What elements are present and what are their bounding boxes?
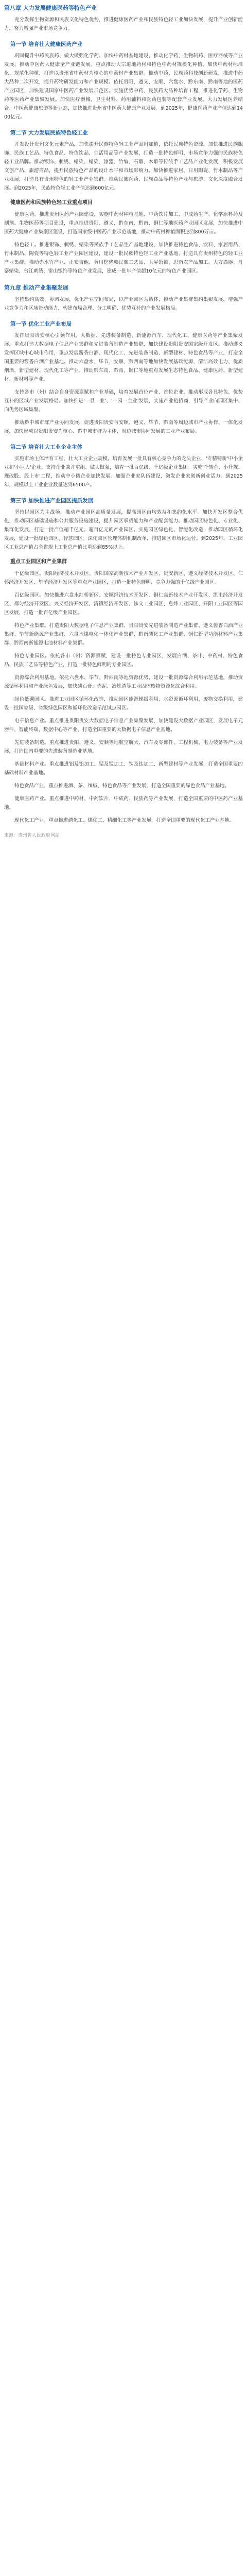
section-title: 第二节 培育壮大工业企业主体	[10, 444, 83, 450]
section-title: 第一节 优化工业产业布局	[10, 321, 72, 327]
paragraph: 坚持以园区为主战场，推动产业园区高质量发展，提高园区亩均效益和集约化水平。加快开发区整合优化，推动园区基础设施和公共服务设施建设，提升园区承载能力和产业配套能力。推动园区特色化、专业化、集群化发展，打造一批产值超千亿元、超百亿元的产业园区。实施园区绿色化、智能化改造，推动园区循环化发展，建设一批绿色园区、智慧园区。深化园区管理体制机制改革，推进园区市场化运营。到2025年，工业园区工业总产值占全省规上工业总产值比重达到85%以上。	[4, 510, 243, 550]
project-paragraph: 特色轻工。推进银饰、刺绣、蜡染等民族手工艺品生产基地建设，加快推进特色食品、饮料、家居用品、竹木制品、陶瓷等特色轻工业产业园区建设，建设一批民族特色轻工业产业基地，打造具有贵州特色的轻工业产业集群。推动赤水竹产业、正安吉他、务川仡佬族民族工艺品、玉屏箫笛、思南农产品加工、大方漆器、丹寨蜡染、台江刺绣、雷山银饰等特色产业发展，建成一批年产值超10亿元的特色产业园区。	[4, 242, 243, 274]
section-title: 第二节 大力发展民族特色轻工业	[10, 130, 88, 136]
closing-paragraph: 先进装备制造。重点推进贵阳、遵义、安顺等地航空航天、汽车及零部件、工程机械、电力装备等产业发展，打造国内重要的先进装备制造业基地。	[4, 740, 243, 754]
park-paragraph: 资源综合利用基地。依托六盘水、毕节、黔西南等地资源优势，建设一批资源综合利用示范基地，推动资源循环利用和产业绿色发展，加快磷石膏、赤泥、冶炼渣等工业固体废物资源化综合利用。	[4, 675, 243, 689]
paragraph: 发挥贵阳贵安核心引领作用，大数据、先进装备制造、新能源汽车、现代化工、健康医药等产业集聚发展，重点打造大数据电子信息产业集群和先进装备制造产业集群，加快建设贵阳贵安国家级开发区。推动遵义发挥区域中心城市作用，重点发展酱香白酒、现代化工、先进装备制造、新型建材、特色食品等产业，打造全国重要的酱香白酒产业基地。推动六盘水、毕节、安顺、黔西南等地加快发展基础能源、清洁高效电力、优质烟酒、新型建材、现代化工等产业。推动黔东南、黔南、铜仁等地重点发展生态特色食品、健康医药、新型建材、新材料等产业。	[4, 333, 243, 382]
paragraph: 开发设计贵州文化元素产品，加快提升民族特色轻工业产品附加值，依托民族特色资源，加快推进民族服饰、民族工艺品、特色食品、特色饮品、生活用品等产业发展，打造一批特色鲜明、市场竞争力强的民族特色轻工业品牌。推动银饰、刺绣、蜡染、蜡染、漆器、竹编、石雕、木雕等传统手工艺品产业化发展，积极发展文创产品、旅游商品，提升民族特色产品的设计水平和市场影响力。加快推进家居、日用陶瓷、竹木制品等产业发展，打造具有贵州特色的轻工业产业集群。推动民族医药、民族食品等特色产业与旅游、文化深度融合发展。到2025年，民族特色轻工业产值达到600亿元。	[4, 142, 243, 191]
document-page	[0, 0, 247, 860]
closing-paragraph: 基础材料产业。重点推进铝及铝加工、锰及锰加工、钛及钛加工、新型建材等产业发展，打造全国重要的基础材料产业基地。	[4, 761, 243, 776]
chapter-title: 第八章 大力发展健康医药等特色产业	[4, 5, 97, 11]
chapter-title: 第九章 推动产业集聚发展	[4, 284, 68, 291]
closing-paragraph: 健康医药产业。重点推进中药材、中药饮片、中成药、民族药等产业发展，打造全国重要的中医药产业基地。	[4, 796, 243, 810]
section-title: 第三节 加快推进产业园区提质发展	[10, 498, 94, 504]
project-paragraph: 健康医药。推进贵州医药产业园建设，实施中药材种植基地、中药饮片加工、中成药生产、化学原料药及制剂、生物医药等项目建设，重点推进贵阳、遵义、黔东南、黔南、铜仁等地医药产业园区发展，加快推进中医药大健康产业集聚区建设，打造国家级中医药产业示范基地，推动中药材种植面积达到800万亩。	[4, 212, 243, 235]
intro-paragraph: 充分发挥生物资源和民族文化特色优势，推进健康医药产业和民族特色轻工业加快发展，提升产业创新能力，努力增强产业市场竞争力。	[4, 17, 243, 31]
section-title: 第一节 培育壮大健康医药产业	[10, 41, 83, 47]
park-paragraph: 绿色低碳园区。推进工业园区循环化改造，推动园区能源梯级利用、水资源循环利用、废物交换利用，建设一批国家级、省级绿色园区和循环化改造示范试点园区。	[4, 697, 243, 711]
park-heading: 重点工业园区和产业集群	[10, 559, 67, 565]
closing-paragraph: 电子信息产业。重点推进贵阳贵安大数据电子信息产业集聚发展，加快建设大数据产业园区，发展电子元器件、智能终端、数据中心等产业，打造全国重要的大数据电子信息产业基地。	[4, 718, 243, 733]
park-paragraph: 特色专业园区。依托各市（州）资源禀赋，建设一批特色专业园区，发展白酒、茶叶、中药材、特色食品、民族工艺品等特色产业，打造一批特色鲜明的专业园区。	[4, 653, 243, 668]
paragraph: 实施市场主体培育工程，壮大工业企业规模，培育发展一批具有核心竞争力的龙头企业、'专精特新'中小企业和'小巨人'企业。支持企业兼并重组、做大做强，培育一批百亿级、千亿级企业集团。实施'个转企、小升规、规改股、股上市'工程，推动中小微企业加快发展。加强企业家队伍建设，激发企业家创新创业活力。到2025年，规模以上工业企业数量达到6500户。	[4, 456, 243, 488]
source-note: 来源：贵州省人民政府网站	[4, 833, 60, 838]
park-paragraph: 百亿级园区。加快推进六盘水红桥新区、安顺经济技术开发区、铜仁高新技术产业开发区、凯里经济开发区、都匀经济开发区、兴义经济开发区、清镇经济开发区、修文工业园区、息烽工业园区、开阳工业园区等园区发展，打造一批百亿级产业园区。	[4, 592, 243, 616]
paragraph: 巩固提升中药民族药、做大做强化学药、加快中药材基地建设，推动化学药、生物制药、医疗器械等产业发展，推动中医药大健康全产业链发展。重点推动大宗道地药材和特色中药材规模化种植，加快中药材标准化、规范化种植，打造以贵州省中药材为核心的中药材产业集群。推动中药、民族药科技创新研发，推进中药大品种二次开发，提升药物研发能力和产业规模。依托贵阳、遵义、安顺、六盘水、黔东南、黔南等地的医药产业园区，加快建设国家中医药产业发展示范区。实施优势中药、民族药大品种培育工程，推进化学药、生物药等医药产业集聚发展。加快医疗器械、卫生材料、药用辅料和医药包装等配套产业发展。大力发展医养结合、中医药健康旅游等新业态，加快推进贵州省中医药大健康产业发展。到2025年，健康医药产业产值达到1400亿元。	[4, 53, 243, 120]
project-heading: 健康医药和民族特色轻工业重点项目	[10, 200, 93, 206]
paragraph: 支持各市（州）结合自身资源禀赋和产业基础，培育发展首位产业、首位企业，推动形成各具特色、优势互补的区域产业发展格局。加快推进'一县一业'、'一园一主业'发展，实施产业链招商，引导产业向园区集中、向优势区域集聚。	[4, 389, 243, 413]
park-paragraph: 千亿级园区。贵阳经济技术开发区、贵阳国家高新技术产业开发区、贵安新区、遵义经济技术开发区、仁怀经济开发区、毕节经济开发区等重点产业园区，打造一批特色鲜明、竞争力强的千亿级产业园区。	[4, 571, 243, 585]
park-paragraph: 特色产业集群。打造贵阳大数据电子信息产业集群、贵阳贵安先进装备制造产业集群、遵义酱香白酒产业集群、毕节新能源产业集群、六盘水煤电化一体化产业集群、黔南磷化工产业集群、铜仁新型功能材料产业集群、黔西南新能源电池材料产业集群。	[4, 623, 243, 646]
paragraph: 推动黔中城市群产业协同发展，促进贵阳贵安与安顺、遵义、毕节、黔南等周边城市产业协作、一体化发展，加快形成以贵阳贵安为核心、黔中城市群为主体、周边城市协同发展的工业产业布局。	[4, 420, 243, 434]
intro-paragraph: 坚持集约高效、协调发展，优化产业空间布局，以产业园区为载体，推动产业集群集约集聚发展，增强产业竞争力和区域带动能力，构建布局合理、分工明确、优势互补的产业发展格局。	[4, 297, 243, 311]
closing-paragraph: 特色食品产业。重点推进酒、茶、辣椒、特色食品等产业发展，打造全国重要的绿色食品产业基地。	[14, 783, 230, 789]
closing-paragraph: 现代化工产业。重点推进磷化工、煤化工、精细化工等产业发展，打造全国重要的现代化工产业基地。	[14, 818, 235, 823]
